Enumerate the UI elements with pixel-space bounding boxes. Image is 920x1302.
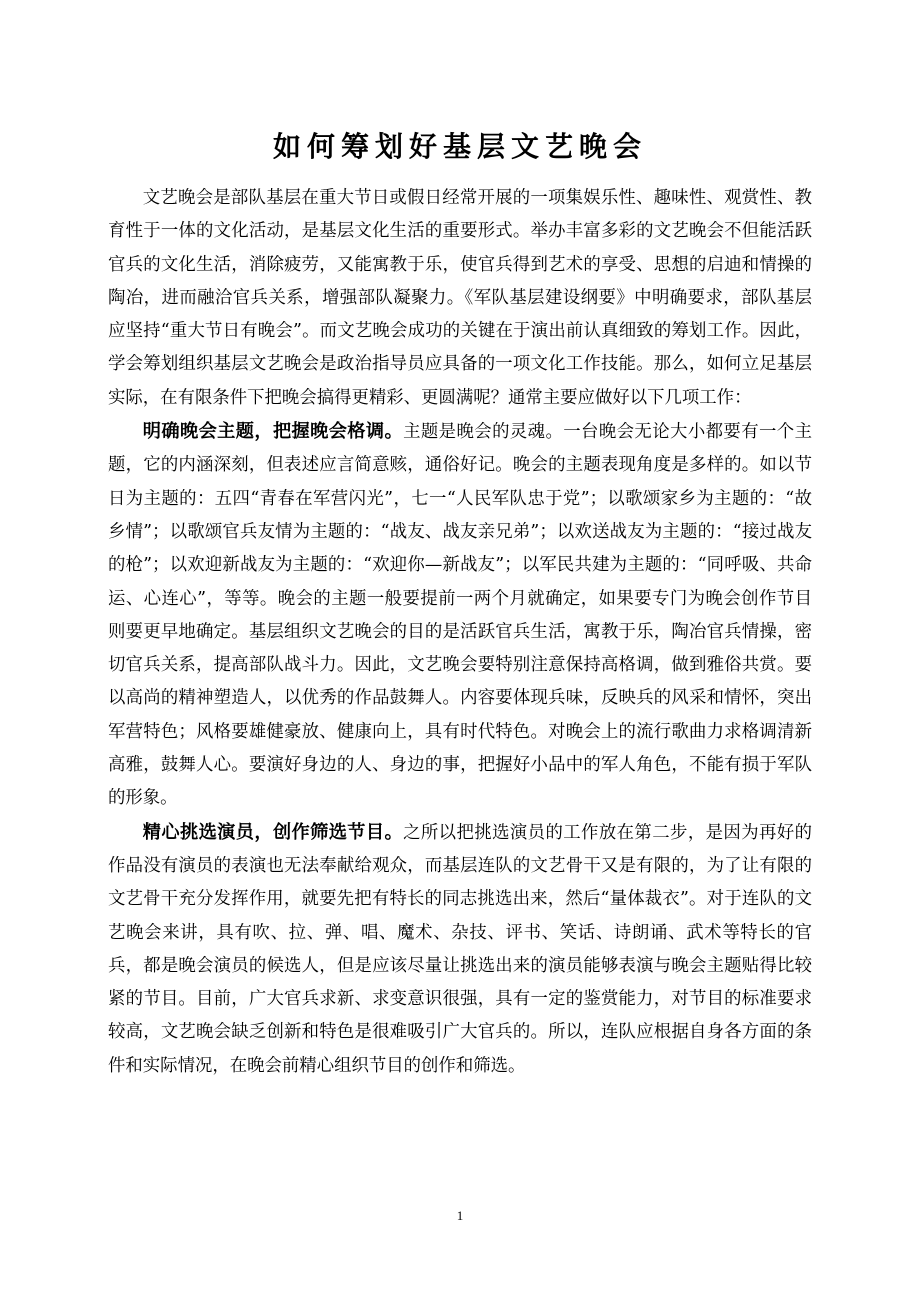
document-body bbox=[108, 182, 812, 1083]
paragraph-theme bbox=[108, 415, 812, 816]
paragraph-text: 主题是晚会的灵魂。一台晚会无论大小都要有一个主题，它的内涵深刻，但表述应言简意赅，通俗好记。晚会的主题表现角度是多样的。如以节日为主题的：五四“青春在军营闪光”，七一“人民军队忠于党”；以歌颂家乡为主题的：“故乡情”；以歌颂官兵友情为主题的：“战友、战友亲兄弟”；以欢送战友为主题的：“接过战友的枪”；以欢迎新战友为主题的：“欢迎你—新战友”；以军民共建为主题的：“同呼吸、共命运、心连心”，等等。晚会的主题一般要提前一两个月就确定，如果要专门为晚会创作节目则要更早地确定。基层组织文艺晚会的目的是活跃官兵生活，寓教于乐，陶冶官兵情操，密切官兵关系，提高部队战斗力。因此，文艺晚会要特别注意保持高格调，做到雅俗共赏。要以高尚的精神塑造人，以优秀的作品鼓舞人。内容要体现兵味，反映兵的风采和情怀，突出军营特色；风格要雄健豪放、健康向上，具有时代特色。对晚会上的流行歌曲力求格调清新高雅，鼓舞人心。要演好身边的人、身边的事，把握好小品中的军人角色，不能有损于军队的形象。 bbox=[108, 422, 812, 809]
paragraph-text: 之所以把挑选演员的工作放在第二步，是因为再好的作品没有演员的表演也无法奉献给观众，而基层连队的文艺骨干又是有限的，为了让有限的文艺骨干充分发挥作用，就要先把有特长的同志挑选出来，然后“量体裁衣”。对于连队的文艺晚会来讲，具有吹、拉、弹、唱、魔术、杂技、评书、笑话、诗朗诵、武术等特长的官兵，都是晚会演员的候选人，但是应该尽量让挑选出来的演员能够表演与晚会主题贴得比较紧的节目。目前，广大官兵求新、求变意识很强，具有一定的鉴赏能力，对节目的标准要求较高，文艺晚会缺乏创新和特色是很难吸引广大官兵的。所以，连队应根据自身各方面的条件和实际情况，在晚会前精心组织节目的创作和筛选。 bbox=[108, 822, 812, 1076]
paragraph-intro bbox=[108, 182, 812, 415]
paragraph-text: 文艺晚会是部队基层在重大节日或假日经常开展的一项集娱乐性、趣味性、观赏性、教育性于一体的文化活动，是基层文化生活的重要形式。举办丰富多彩的文艺晚会不但能活跃官兵的文化生活，消除疲劳，又能寓教于乐，使官兵得到艺术的享受、思想的启迪和情操的陶冶，进而融洽官兵关系，增强部队凝聚力。《军队基层建设纲要》中明确要求，部队基层应坚持“重大节日有晚会”。而文艺晚会成功的关键在于演出前认真细致的筹划工作。因此，学会筹划组织基层文艺晚会是政治指导员应具备的一项文化工作技能。那么，如何立足基层实际，在有限条件下把晚会搞得更精彩、更圆满呢？通常主要应做好以下几项工作： bbox=[108, 188, 812, 408]
paragraph-actors bbox=[108, 816, 812, 1083]
document-title: 如何筹划好基层文艺晚会 bbox=[272, 129, 647, 163]
paragraph-heading: 精心挑选演员，创作筛选节目。 bbox=[142, 821, 404, 843]
paragraph-heading: 明确晚会主题，把握晚会格调。 bbox=[142, 421, 404, 443]
page-number: 1 bbox=[456, 1208, 464, 1223]
